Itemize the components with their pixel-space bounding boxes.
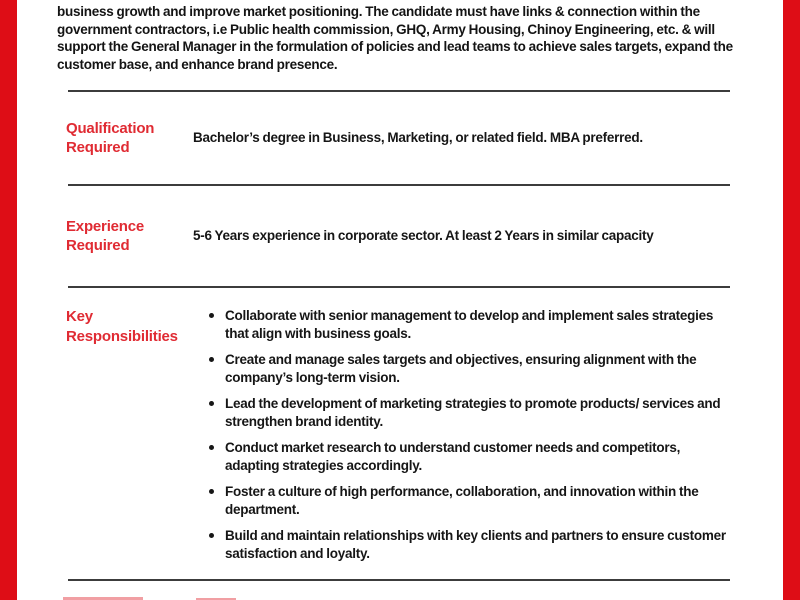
- bullet-icon: [209, 357, 214, 362]
- list-item: [209, 439, 733, 475]
- bullet-text: Lead the development of marketing strategies to promote products/ services and strengthen brand identity.: [225, 396, 721, 430]
- bullet-text: Collaborate with senior management to develop and implement sales strategies that align with business goals.: [225, 308, 714, 342]
- section-heading-responsibilities: Key Responsibilities: [66, 308, 178, 345]
- section-experience: [57, 186, 735, 286]
- qualification-text: Bachelor’s degree in Business, Marketing, or related field. MBA preferred.: [193, 130, 643, 146]
- bullet-icon: [209, 445, 214, 450]
- document-content: [57, 0, 735, 581]
- section-qualification: [57, 92, 735, 184]
- divider: [68, 579, 730, 581]
- list-item: [209, 351, 733, 387]
- list-item: [209, 395, 733, 431]
- list-item: [209, 527, 733, 563]
- bullet-icon: [209, 533, 214, 538]
- section-heading-experience: Experience Required: [66, 217, 145, 255]
- bullet-text: Build and maintain relationships with key clients and partners to ensure customer satisfaction and loyalty.: [225, 528, 726, 562]
- list-item: [209, 307, 733, 343]
- bullet-text: Conduct market research to understand customer needs and competitors, adapting strategies accordingly.: [225, 440, 681, 474]
- bullet-text: Create and manage sales targets and objectives, ensuring alignment with the company’s long-term vision.: [225, 352, 697, 386]
- left-red-border: [0, 0, 17, 600]
- bullet-icon: [209, 489, 214, 494]
- bullet-text: Foster a culture of high performance, collaboration, and innovation within the department.: [225, 484, 699, 518]
- list-item: [209, 483, 733, 519]
- bullet-icon: [209, 313, 214, 318]
- responsibilities-list: [193, 307, 733, 563]
- intro-paragraph: business growth and improve market positioning. The candidate must have links & connection within the government contractors, i.e Public health commission, GHQ, Army Housing, Chinoy Engineering, etc. & will support the General Manager in the formulation of policies and lead teams to achieve sales targets, expand the customer base, and enhance brand presence.: [57, 4, 733, 72]
- section-responsibilities: [57, 288, 735, 579]
- bullet-icon: [209, 401, 214, 406]
- section-heading-qualification: Qualification Required: [66, 119, 155, 157]
- right-red-border: [783, 0, 800, 600]
- experience-text: 5-6 Years experience in corporate sector. At least 2 Years in similar capacity: [193, 228, 654, 244]
